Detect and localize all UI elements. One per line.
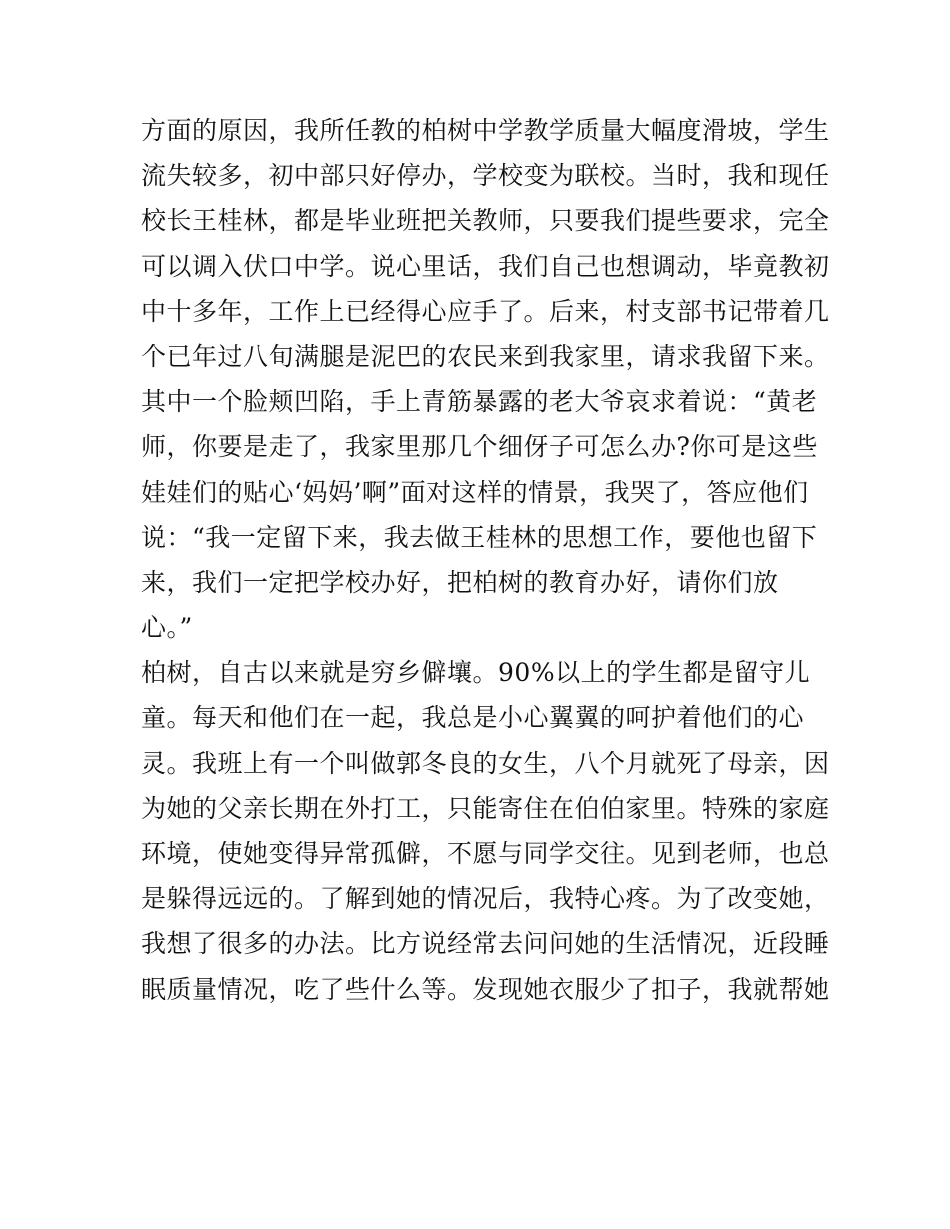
- text-line: 为她的父亲长期在外打工，只能寄住在伯伯家里。特殊的家庭: [141, 793, 830, 823]
- text-line: 柏树，自古以来就是穷乡僻壤。90%以上的学生都是留守儿: [141, 658, 811, 688]
- text-line: 说：“我一定留下来，我去做王桂林的思想工作，要他也留下: [141, 522, 818, 552]
- text-line: 中十多年，工作上已经得心应手了。后来，村支部书记带着几: [141, 296, 830, 326]
- text-line: 个已年过八旬满腿是泥巴的农民来到我家里，请求我留下来。: [141, 341, 830, 371]
- text-line: 娃娃们的贴心‘妈妈’啊”面对这样的情景，我哭了，答应他们: [141, 477, 809, 507]
- text-line: 其中一个脸颊凹陷，手上青筋暴露的老大爷哀求着说：“黄老: [141, 387, 818, 417]
- text-line: 灵。我班上有一个叫做郭冬良的女生，八个月就死了母亲，因: [141, 748, 830, 778]
- text-line: 心。”: [141, 613, 193, 643]
- text-line: 师，你要是走了，我家里那几个细伢子可怎么办?你可是这些: [141, 432, 818, 462]
- document-body: [141, 108, 830, 1012]
- text-line: 校长王桂林，都是毕业班把关教师，只要我们提些要求，完全: [141, 206, 830, 236]
- text-line: 流失较多，初中部只好停办，学校变为联校。当时，我和现任: [141, 161, 830, 191]
- text-line: 眠质量情况，吃了些什么等。发现她衣服少了扣子，我就帮她: [141, 974, 830, 1004]
- text-line: 可以调入伏口中学。说心里话，我们自己也想调动，毕竟教初: [141, 251, 830, 281]
- text-line: 童。每天和他们在一起，我总是小心翼翼的呵护着他们的心: [141, 703, 805, 733]
- text-line: 方面的原因，我所任教的柏树中学教学质量大幅度滑坡，学生: [141, 116, 830, 145]
- text-line: 是躲得远远的。了解到她的情况后，我特心疼。为了改变她，: [141, 884, 830, 914]
- text-line: 我想了很多的办法。比方说经常去问问她的生活情况，近段睡: [141, 929, 830, 959]
- text-line: 来，我们一定把学校办好，把柏树的教育办好，请你们放: [141, 567, 779, 597]
- text-line: 环境，使她变得异常孤僻，不愿与同学交往。见到老师，也总: [141, 839, 830, 868]
